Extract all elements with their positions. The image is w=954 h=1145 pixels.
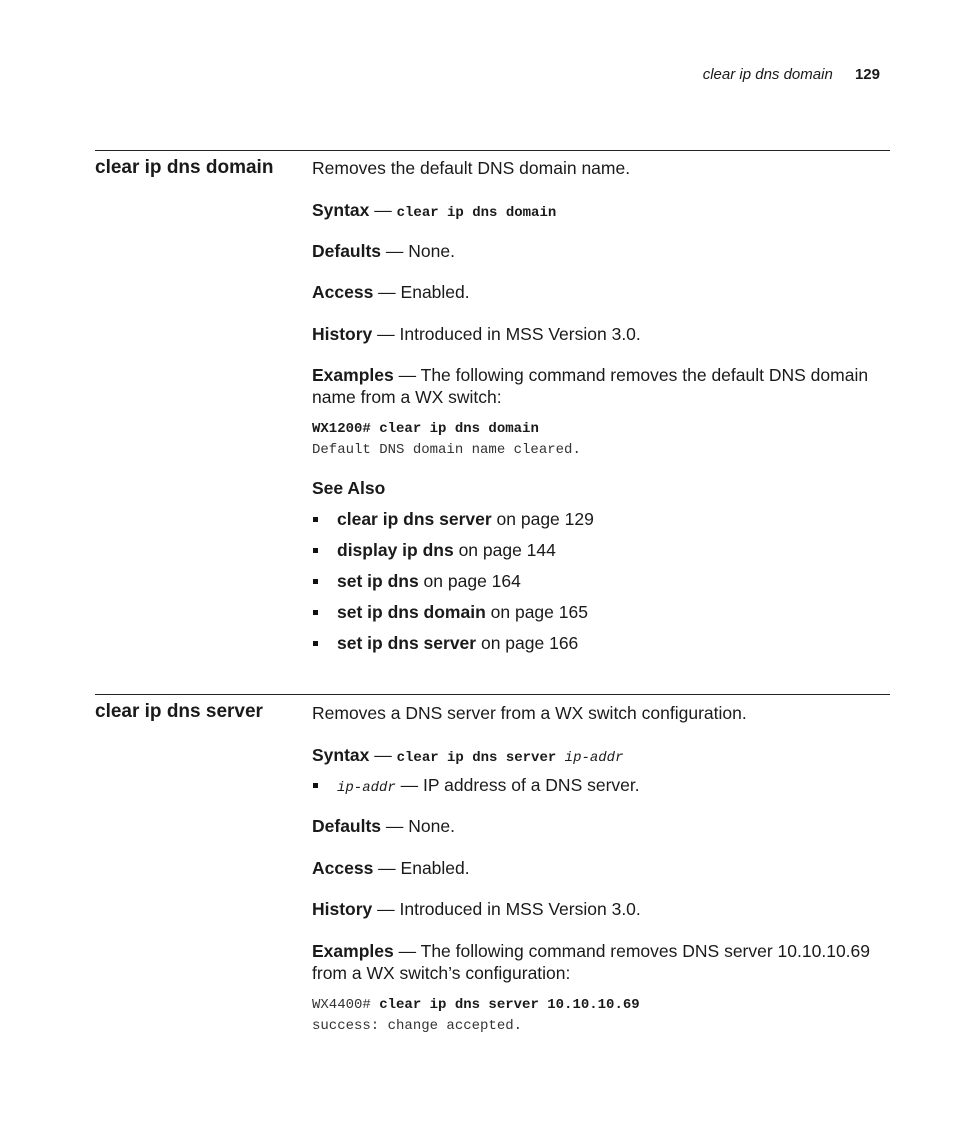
defaults-label: Defaults [312, 241, 382, 261]
examples-label: Examples [312, 941, 394, 961]
parameter-list [312, 774, 640, 805]
access-text: — Enabled. [373, 282, 470, 302]
defaults-text: — None. [381, 241, 455, 261]
bullet-icon [313, 610, 318, 615]
parameter-name: ip-addr [337, 780, 396, 796]
section-divider [95, 150, 890, 151]
syntax-label: Syntax [312, 200, 370, 220]
history-text: — Introduced in MSS Version 3.0. [372, 899, 641, 919]
section-title-clear-ip-dns-domain: clear ip dns domain [95, 157, 274, 178]
example-prompt: WX4400# [312, 997, 371, 1013]
see-also-command: set ip dns domain [337, 602, 486, 622]
examples-line [312, 364, 892, 408]
syntax-line [312, 199, 892, 224]
syntax-label: Syntax [312, 745, 370, 765]
see-also-heading: See Also [312, 478, 386, 498]
example-output: success: change accepted. [312, 1018, 523, 1034]
parameter-description: — IP address of a DNS server. [395, 775, 640, 795]
examples-line [312, 940, 892, 984]
bullet-icon [313, 548, 318, 553]
examples-label: Examples [312, 365, 394, 385]
examples-text: — The following command removes the default DNS domain name from a WX switch: [312, 365, 869, 407]
see-also-command: set ip dns server [337, 633, 477, 653]
running-header [703, 66, 880, 83]
access-label: Access [312, 282, 374, 302]
see-also-page-ref: on page 165 [485, 602, 588, 622]
history-label: History [312, 324, 373, 344]
history-line [312, 898, 892, 920]
example-command: clear ip dns server 10.10.10.69 [370, 997, 640, 1013]
access-text: — Enabled. [373, 858, 470, 878]
bullet-icon [313, 641, 318, 646]
see-also-item[interactable] [312, 570, 594, 601]
example-command-line [312, 995, 892, 1016]
see-also-command: set ip dns [337, 571, 419, 591]
examples-text: — The following command removes DNS server 10.10.10.69 from a WX switch’s configuration: [312, 941, 871, 983]
see-also-page-ref: on page 129 [491, 509, 594, 529]
history-line [312, 323, 892, 345]
syntax-command: clear ip dns server [396, 750, 557, 766]
syntax-line [312, 744, 892, 769]
description: Removes a DNS server from a WX switch configuration. [312, 703, 747, 723]
defaults-text: — None. [381, 816, 455, 836]
syntax-param: ip-addr [556, 750, 624, 766]
defaults-label: Defaults [312, 816, 382, 836]
defaults-line [312, 815, 892, 837]
description: Removes the default DNS domain name. [312, 158, 631, 178]
section-divider [95, 694, 890, 695]
example-command-line [312, 419, 892, 440]
example-prompt: WX1200# [312, 421, 371, 437]
access-line [312, 857, 892, 879]
see-also-item[interactable] [312, 508, 594, 539]
access-line [312, 281, 892, 303]
see-also-item[interactable] [312, 539, 594, 570]
bullet-icon [313, 579, 318, 584]
syntax-command: clear ip dns domain [396, 205, 557, 221]
see-also-page-ref: on page 166 [476, 633, 579, 653]
syntax-separator: — [369, 745, 397, 765]
syntax-separator: — [369, 200, 397, 220]
see-also-page-ref: on page 164 [418, 571, 521, 591]
see-also-item[interactable] [312, 632, 594, 663]
section-title-clear-ip-dns-server: clear ip dns server [95, 701, 263, 722]
bullet-icon [313, 517, 318, 522]
see-also-command: display ip dns [337, 540, 454, 560]
example-output: Default DNS domain name cleared. [312, 442, 581, 458]
parameter-item [312, 774, 640, 805]
bullet-icon [313, 783, 318, 788]
see-also-list [312, 508, 594, 663]
history-text: — Introduced in MSS Version 3.0. [372, 324, 641, 344]
page-number: 129 [854, 66, 880, 83]
example-command: clear ip dns domain [370, 421, 539, 437]
access-label: Access [312, 858, 374, 878]
history-label: History [312, 899, 373, 919]
defaults-line [312, 240, 892, 262]
running-header-title: clear ip dns domain [702, 66, 833, 83]
see-also-item[interactable] [312, 601, 594, 632]
see-also-command: clear ip dns server [337, 509, 492, 529]
see-also-page-ref: on page 144 [453, 540, 556, 560]
